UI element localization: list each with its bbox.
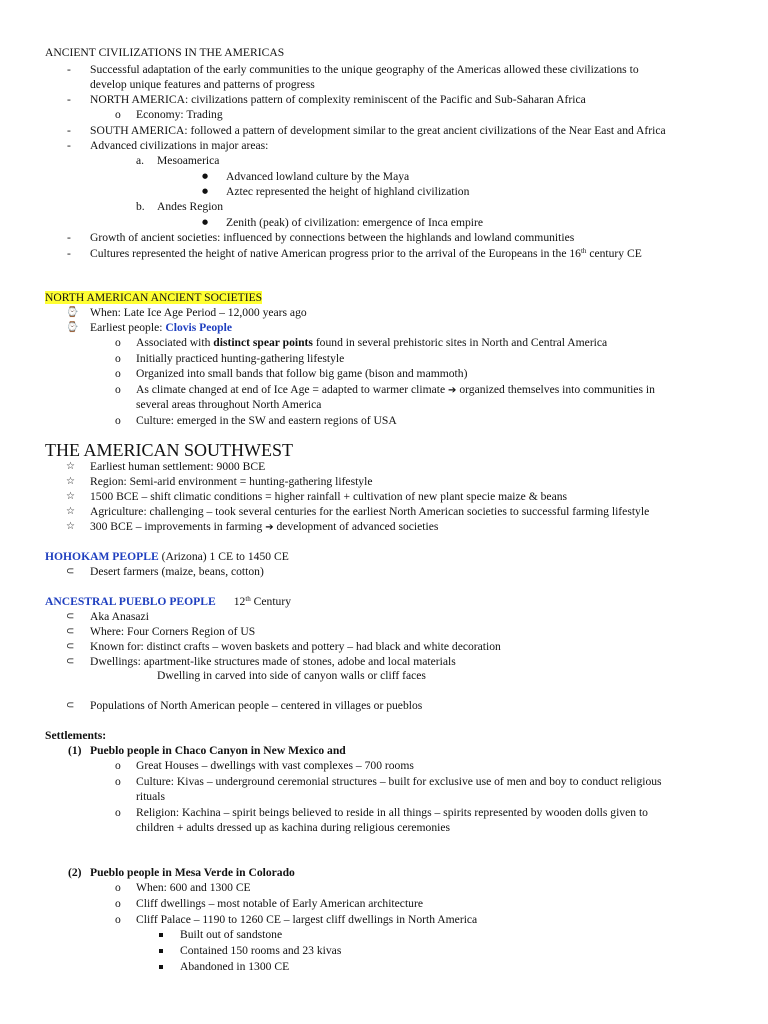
star-bullet-icon: ☆ (66, 521, 75, 532)
sub-bullet-text: Organized into small bands that follow big game (bison and mammoth) (136, 367, 468, 380)
dash-bullet: - (67, 124, 71, 137)
circle-bullet: o (115, 913, 121, 926)
sub-bullet-text-continued: children + adults dressed up as kachina during religious ceremonies (136, 821, 451, 834)
dash-bullet: - (67, 139, 71, 152)
settlements-heading: Settlements: (45, 729, 107, 742)
list-marker-1: (1) (68, 744, 82, 757)
area-label-mesoamerica: Mesoamerica (157, 154, 220, 167)
sub-bullet-text: Associated with distinct spear points found in several prehistoric sites in North and Central America (136, 336, 608, 349)
star-bullet-icon: ☆ (66, 491, 75, 502)
sub-item-text: Aztec represented the height of highland civilization (226, 185, 470, 198)
bullet-text: SOUTH AMERICA: followed a pattern of development similar to the great ancient civilizations of the Near East and Africa (90, 124, 666, 137)
sub-bullet-text-continued: rituals (136, 790, 165, 803)
right-arrow-icon: ➔ (448, 385, 457, 396)
sub-bullet-text: Initially practiced hunting-gathering lifestyle (136, 352, 345, 365)
hook-bullet-icon: ⊂ (66, 656, 75, 667)
settlement-title: Pueblo people in Chaco Canyon in New Mexico and (90, 744, 346, 757)
list-marker-2: (2) (68, 866, 82, 879)
hook-bullet-icon: ⊂ (66, 566, 75, 577)
sub-bullet-text: As climate changed at end of Ice Age = adapted to warmer climate ➔ organized themselves into communities in (136, 383, 655, 396)
hook-bullet-icon: ⊂ (66, 611, 75, 622)
dash-bullet: - (67, 93, 71, 106)
hohokam-heading: HOHOKAM PEOPLE (Arizona) 1 CE to 1450 CE (45, 550, 289, 563)
sub-item-text: Advanced lowland culture by the Maya (226, 170, 410, 183)
sub-bullet-text: Religion: Kachina – spirit beings believed to reside in all things – spirits represented by wooden dolls given to (136, 806, 648, 819)
circle-bullet: o (115, 352, 121, 365)
dash-bullet: - (67, 63, 71, 76)
bullet-text-continued: Dwelling in carved into side of canyon walls or cliff faces (157, 669, 426, 682)
bullet-text: 300 BCE – improvements in farming ➔ development of advanced societies (90, 520, 439, 533)
bullet-text: Agriculture: challenging – took several centuries for the earliest North American societies to successful farming lifestyle (90, 505, 650, 518)
bullet-text: Growth of ancient societies: influenced by connections between the highlands and lowland communities (90, 231, 575, 244)
settlement-title: Pueblo people in Mesa Verde in Colorado (90, 866, 295, 879)
circle-bullet: o (115, 383, 121, 396)
hook-bullet-icon: ⊂ (66, 700, 75, 711)
circle-bullet: o (115, 108, 121, 121)
bullet-text: Populations of North American people – centered in villages or pueblos (90, 699, 423, 712)
sub-sub-item-text: Built out of sandstone (180, 928, 283, 941)
clock-bullet-icon: ⌚ (66, 322, 79, 333)
sub-bullet-text: Economy: Trading (136, 108, 223, 121)
pueblo-heading: ANCESTRAL PUEBLO PEOPLE 12th Century (45, 595, 292, 608)
clock-bullet-icon: ⌚ (66, 307, 79, 318)
section-title-north-american-societies: NORTH AMERICAN ANCIENT SOCIETIES (45, 291, 263, 304)
sub-bullet-text: Great Houses – dwellings with vast complexes – 700 rooms (136, 759, 414, 772)
dot-bullet-icon: ● (202, 218, 209, 226)
section-title-american-southwest: THE AMERICAN SOUTHWEST (45, 440, 293, 460)
sub-sub-item-text: Contained 150 rooms and 23 kivas (180, 944, 342, 957)
bullet-text: Earliest human settlement: 9000 BCE (90, 460, 266, 473)
bullet-text: 1500 BCE – shift climatic conditions = higher rainfall + cultivation of new plant specie maize & beans (90, 490, 568, 503)
sub-bullet-text: Cliff Palace – 1190 to 1260 CE – largest cliff dwellings in North America (136, 913, 478, 926)
list-marker-b: b. (136, 200, 145, 213)
list-marker-a: a. (136, 154, 145, 167)
bullet-text: Cultures represented the height of native American progress prior to the arrival of the Europeans in the 16th century CE (90, 247, 642, 260)
section-title-ancient-civilizations: ANCIENT CIVILIZATIONS IN THE AMERICAS (45, 46, 285, 59)
dash-bullet: - (67, 247, 71, 260)
clovis-people-label: Clovis People (165, 321, 233, 334)
sub-bullet-text-continued: several areas throughout North America (136, 398, 322, 411)
hook-bullet-icon: ⊂ (66, 626, 75, 637)
bullet-text: Successful adaptation of the early communities to the unique geography of the Americas allowed these civilizations to (90, 63, 639, 76)
sub-bullet-text: Culture: Kivas – underground ceremonial structures – built for exclusive use of men and boy to conduct religious (136, 775, 662, 788)
circle-bullet: o (115, 759, 121, 772)
bullet-text: NORTH AMERICA: civilizations pattern of complexity reminiscent of the Pacific and Sub-Saharan Africa (90, 93, 586, 106)
bullet-text: Earliest people: Clovis People (90, 321, 233, 334)
bullet-text: Dwellings: apartment-like structures made of stones, adobe and local materials (90, 655, 456, 668)
circle-bullet: o (115, 881, 121, 894)
star-bullet-icon: ☆ (66, 506, 75, 517)
dot-bullet-icon: ● (202, 172, 209, 180)
sub-bullet-text: Cliff dwellings – most notable of Early American architecture (136, 897, 423, 910)
dash-bullet: - (67, 231, 71, 244)
circle-bullet: o (115, 897, 121, 910)
circle-bullet: o (115, 775, 121, 788)
star-bullet-icon: ☆ (66, 461, 75, 472)
right-arrow-icon: ➔ (265, 522, 274, 533)
area-label-andes: Andes Region (157, 200, 224, 213)
sub-bullet-text: When: 600 and 1300 CE (136, 881, 251, 894)
sub-sub-item-text: Abandoned in 1300 CE (180, 960, 290, 973)
sub-item-text: Zenith (peak) of civilization: emergence of Inca empire (226, 216, 483, 229)
square-bullet-icon (159, 965, 163, 969)
square-bullet-icon (159, 949, 163, 953)
bullet-text: Region: Semi-arid environment = hunting-gathering lifestyle (90, 475, 373, 488)
bullet-text: Known for: distinct crafts – woven baskets and pottery – had black and white decoration (90, 640, 501, 653)
sub-bullet-text: Culture: emerged in the SW and eastern regions of USA (136, 414, 397, 427)
circle-bullet: o (115, 806, 121, 819)
star-bullet-icon: ☆ (66, 476, 75, 487)
circle-bullet: o (115, 367, 121, 380)
bullet-text: Advanced civilizations in major areas: (90, 139, 269, 152)
dot-bullet-icon: ● (202, 187, 209, 195)
circle-bullet: o (115, 336, 121, 349)
circle-bullet: o (115, 414, 121, 427)
bullet-text: When: Late Ice Age Period – 12,000 years ago (90, 306, 307, 319)
bullet-text: Where: Four Corners Region of US (90, 625, 256, 638)
bullet-text: Desert farmers (maize, beans, cotton) (90, 565, 264, 578)
bullet-text-continued: develop unique features and patterns of progress (90, 78, 315, 91)
square-bullet-icon (159, 933, 163, 937)
hook-bullet-icon: ⊂ (66, 641, 75, 652)
bullet-text: Aka Anasazi (90, 610, 149, 623)
